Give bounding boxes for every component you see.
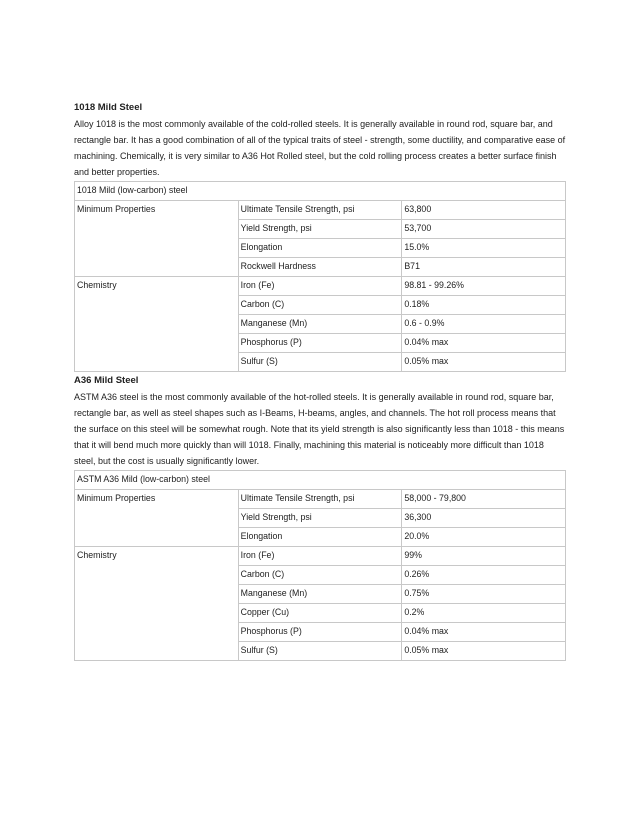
property-value: 63,800 xyxy=(402,201,566,220)
element-name: Sulfur (S) xyxy=(238,353,402,372)
element-value: 0.05% max xyxy=(402,353,566,372)
element-value: 0.04% max xyxy=(402,623,566,642)
properties-table xyxy=(74,470,566,661)
element-name: Iron (Fe) xyxy=(238,547,402,566)
element-value: 0.05% max xyxy=(402,642,566,661)
group-label: Minimum Properties xyxy=(75,490,239,547)
table-title-row xyxy=(75,471,566,490)
element-value: 0.18% xyxy=(402,296,566,315)
property-value: 53,700 xyxy=(402,220,566,239)
property-name: Elongation xyxy=(238,528,402,547)
property-name: Ultimate Tensile Strength, psi xyxy=(238,201,402,220)
property-value: B71 xyxy=(402,258,566,277)
section-1018 xyxy=(74,101,566,372)
group-label: Minimum Properties xyxy=(75,201,239,277)
property-name: Rockwell Hardness xyxy=(238,258,402,277)
element-value: 0.2% xyxy=(402,604,566,623)
property-value: 20.0% xyxy=(402,528,566,547)
element-name: Phosphorus (P) xyxy=(238,334,402,353)
element-value: 0.04% max xyxy=(402,334,566,353)
document-body xyxy=(74,101,566,663)
table-title-row xyxy=(75,182,566,201)
property-value: 15.0% xyxy=(402,239,566,258)
property-value: 58,000 - 79,800 xyxy=(402,490,566,509)
property-name: Elongation xyxy=(238,239,402,258)
section-paragraph: Alloy 1018 is the most commonly available of the cold-rolled steels. It is generally available in round rod, square bar, and rectangle bar. It has a good combination of all of the typical traits of steel - strength, some ductility, and comparative ease of machining. Chemically, it is very similar to A36 Hot Rolled steel, but the cold rolling process creates a better surface finish and better properties. xyxy=(74,119,566,177)
group-label: Chemistry xyxy=(75,547,239,661)
element-name: Sulfur (S) xyxy=(238,642,402,661)
table-row xyxy=(75,277,566,296)
section-paragraph: ASTM A36 steel is the most commonly available of the hot-rolled steels. It is generally available in round rod, square bar, rectangle bar, as well as steel shapes such as I-Beams, H-beams, angles, and channels. The hot roll process means that the surface on this steel will be somewhat rough. Note that its yield strength is also significantly less than 1018 - this means that it will bend much more quickly than will 1018. Finally, machining this material is noticeably more difficult than 1018 steel, but the cost is usually significantly lower. xyxy=(74,392,565,466)
section-heading: 1018 Mild Steel xyxy=(74,102,143,113)
element-value: 0.6 - 0.9% xyxy=(402,315,566,334)
element-value: 0.75% xyxy=(402,585,566,604)
element-name: Manganese (Mn) xyxy=(238,315,402,334)
element-name: Phosphorus (P) xyxy=(238,623,402,642)
table-row xyxy=(75,490,566,509)
element-value: 99% xyxy=(402,547,566,566)
element-name: Manganese (Mn) xyxy=(238,585,402,604)
element-value: 98.81 - 99.26% xyxy=(402,277,566,296)
table-row xyxy=(75,201,566,220)
property-value: 36,300 xyxy=(402,509,566,528)
element-name: Carbon (C) xyxy=(238,296,402,315)
element-value: 0.26% xyxy=(402,566,566,585)
group-label: Chemistry xyxy=(75,277,239,372)
table-title: ASTM A36 Mild (low-carbon) steel xyxy=(75,471,566,490)
section-a36 xyxy=(74,374,566,661)
table-title: 1018 Mild (low-carbon) steel xyxy=(75,182,566,201)
property-name: Yield Strength, psi xyxy=(238,509,402,528)
property-name: Ultimate Tensile Strength, psi xyxy=(238,490,402,509)
table-row xyxy=(75,547,566,566)
property-name: Yield Strength, psi xyxy=(238,220,402,239)
element-name: Iron (Fe) xyxy=(238,277,402,296)
section-heading: A36 Mild Steel xyxy=(74,375,139,386)
properties-table xyxy=(74,181,566,372)
element-name: Carbon (C) xyxy=(238,566,402,585)
element-name: Copper (Cu) xyxy=(238,604,402,623)
